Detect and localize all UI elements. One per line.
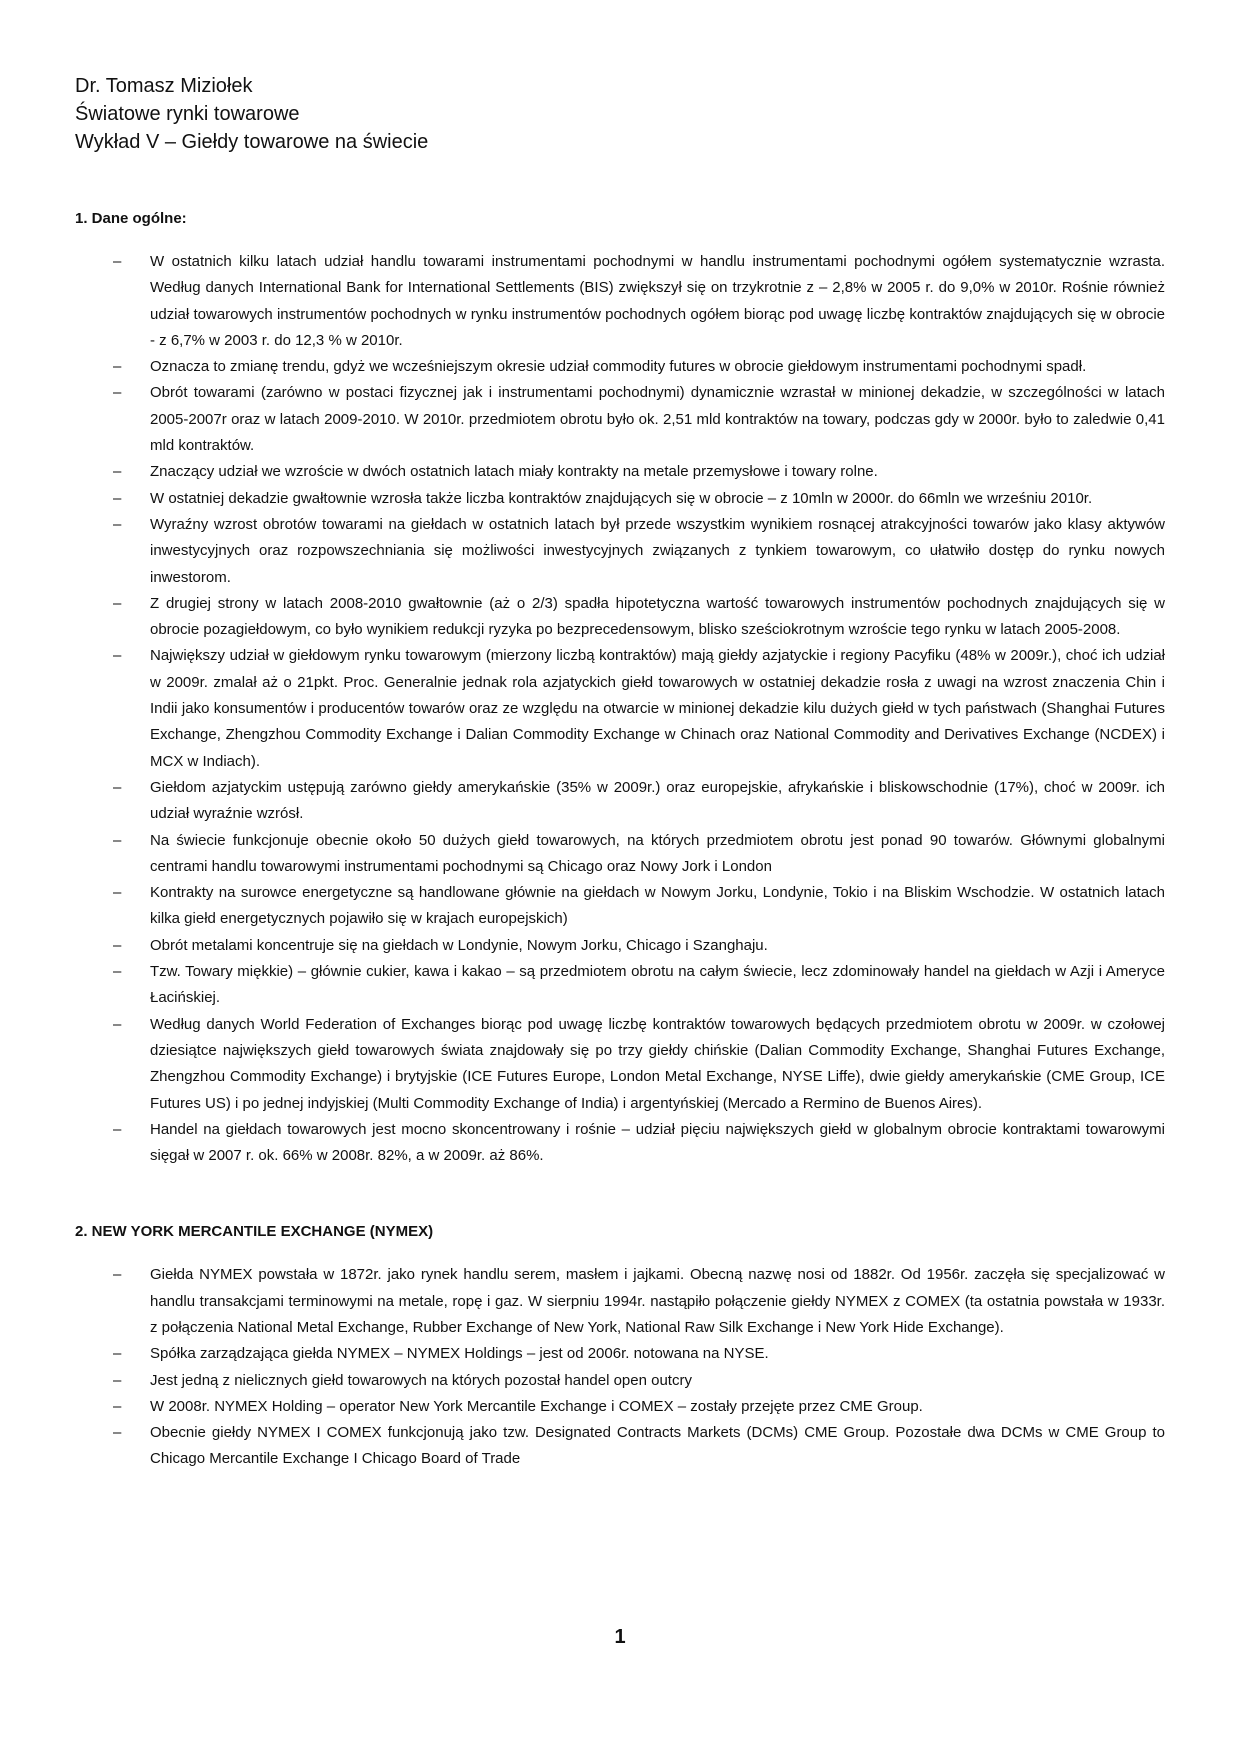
bullet-dash: – <box>113 963 122 981</box>
course-title: Światowe rynki towarowe <box>75 103 300 125</box>
list-item: – Oznacza to zmianę trendu, gdyż we wcześniejszym okresie udział commodity futures w obrocie giełdowym instrumentami pochodnymi spadł. <box>75 354 1165 380</box>
bullet-dash: – <box>113 1266 122 1284</box>
list-item: – Jest jedną z nielicznych giełd towarowych na których pozostał handel open outcry <box>75 1368 1165 1394</box>
list-item: – Na świecie funkcjonuje obecnie około 50 dużych giełd towarowych, na których przedmiotem obrotu jest ponad 90 towarów. Głównymi globalnymi centrami handlu towarowymi instrumentami pochodnymi są Chicago oraz Nowy Jork i London <box>75 828 1165 881</box>
list-item: – Giełda NYMEX powstała w 1872r. jako rynek handlu serem, masłem i jajkami. Obecną nazwę nosi od 1882r. Od 1956r. zaczęła się specjalizować w handlu transakcjami terminowymi na metale, ropę i gaz. W sierpniu 1994r. nastąpiło połączenie giełdy NYMEX z COMEX (ta ostatnia powstała w 1933r. z połączenia National Metal Exchange, Rubber Exchange of New York, National Raw Silk Exchange i New York Hide Exchange). <box>75 1262 1165 1341</box>
bullet-dash: – <box>113 936 122 954</box>
bullet-dash: – <box>113 1371 122 1389</box>
list-item: – Wyraźny wzrost obrotów towarami na giełdach w ostatnich latach był przede wszystkim wynikiem rosnącej atrakcyjności towarów jako klasy aktywów inwestycyjnych oraz rozpowszechniania się możliwości inwestycyjnych związanych z tynkiem towarowym, co ułatwiło dostęp do rynku nowych inwestorom. <box>75 512 1165 591</box>
bullet-dash: – <box>113 1015 122 1033</box>
list-item: – Tzw. Towary miękkie) – głównie cukier, kawa i kakao – są przedmiotem obrotu na całym świecie, lecz zdominowały handel na giełdach w Azji i Ameryce Łacińskiej. <box>75 959 1165 1012</box>
list-item: – Kontrakty na surowce energetyczne są handlowane głównie na giełdach w Nowym Jorku, Londynie, Tokio i na Bliskim Wschodzie. W ostatnich latach kilka giełd energetycznych pojawiło się w krajach europejskich) <box>75 880 1165 933</box>
section-2-list <box>75 1262 1165 1472</box>
section-1-title: 1. Dane ogólne: <box>75 210 187 227</box>
bullet-dash: – <box>113 1397 122 1415</box>
bullet-dash: – <box>113 884 122 902</box>
list-item: – Obrót metalami koncentruje się na giełdach w Londynie, Nowym Jorku, Chicago i Szanghaju. <box>75 933 1165 959</box>
bullet-dash: – <box>113 647 122 665</box>
list-item: – Obrót towarami (zarówno w postaci fizycznej jak i instrumentami pochodnymi) dynamicznie wzrastał w minionej dekadzie, w szczególności w latach 2005-2007r oraz w latach 2009-2010. W 2010r. przedmiotem obrotu było ok. 2,51 mld kontraktów na towary, podczas gdy w 2000r. było to zaledwie 0,41 mld kontraktów. <box>75 380 1165 459</box>
list-item: – Największy udział w giełdowym rynku towarowym (mierzony liczbą kontraktów) mają giełdy azjatyckie i regiony Pacyfiku (48% w 2009r.), choć ich udział w 2009r. zmalał aż o 21pkt. Proc. Generalnie jednak rola azjatyckich giełd towarowych w ostatniej dekadzie rosła z uwagi na wzrost znaczenia Chin i Indii jako konsumentów i producentów towarów oraz ze względu na otwarcie w minionej dekadzie kilu dużych giełd w tych państwach (Shanghai Futures Exchange, Zhengzhou Commodity Exchange i Dalian Commodity Exchange w Chinach oraz National Commodity and Derivatives Exchange (NCDEX) i MCX w Indiach). <box>75 643 1165 774</box>
bullet-dash: – <box>113 1345 122 1363</box>
list-item: – Spółka zarządzająca giełda NYMEX – NYMEX Holdings – jest od 2006r. notowana na NYSE. <box>75 1341 1165 1367</box>
section-1-list <box>75 249 1165 1169</box>
bullet-dash: – <box>113 778 122 796</box>
bullet-dash: – <box>113 1424 122 1442</box>
bullet-dash: – <box>113 358 122 376</box>
section-2-title: 2. NEW YORK MERCANTILE EXCHANGE (NYMEX) <box>75 1223 434 1241</box>
list-item: – Giełdom azjatyckim ustępują zarówno giełdy amerykańskie (35% w 2009r.) oraz europejskie, afrykańskie i bliskowschodnie (17%), choć w 2009r. ich udział wyraźnie wzrósł. <box>75 775 1165 828</box>
bullet-dash: – <box>113 515 122 533</box>
list-item: – Znaczący udział we wzroście w dwóch ostatnich latach miały kontrakty na metale przemysłowe i towary rolne. <box>75 459 1165 485</box>
bullet-dash: – <box>113 1120 122 1138</box>
list-item: – Obecnie giełdy NYMEX I COMEX funkcjonują jako tzw. Designated Contracts Markets (DCMs) CME Group. Pozostałe dwa DCMs w CME Group to Chicago Mercantile Exchange I Chicago Board of Trade <box>75 1420 1165 1473</box>
list-item: – Handel na giełdach towarowych jest mocno skoncentrowany i rośnie – udział pięciu największych giełd w globalnym obrocie kontraktami towarowymi sięgał w 2007 r. ok. 66% w 2008r. 82%, a w 2009r. aż 86%. <box>75 1117 1165 1170</box>
bullet-dash: – <box>113 463 122 481</box>
list-item: – W ostatnich kilku latach udział handlu towarami instrumentami pochodnymi w handlu instrumentami pochodnymi ogółem systematycznie wzrasta. Według danych International Bank for International Settlements (BIS) zwiększył się on trzykrotnie z – 2,8% w 2005 r. do 9,0% w 2010r. Rośnie również udział towarowych instrumentów pochodnych w rynku instrumentów pochodnych ogółem biorąc pod uwagę liczbę kontraktów znajdujących się w obrocie - z 6,7% w 2003 r. do 12,3 % w 2010r. <box>75 249 1165 354</box>
bullet-dash: – <box>113 384 122 402</box>
lecture-title: Wykład V – Giełdy towarowe na świecie <box>75 131 429 153</box>
page-number: 1 <box>614 1626 626 1648</box>
bullet-dash: – <box>113 489 122 507</box>
bullet-dash: – <box>113 831 122 849</box>
list-item: – Z drugiej strony w latach 2008-2010 gwałtownie (aż o 2/3) spadła hipotetyczna wartość towarowych instrumentów pochodnych znajdujących się w obrocie pozagiełdowym, co było wynikiem redukcji ryzyka po bezprecedensowym, blisko sześciokrotnym wzroście tego rynku w latach 2005-2008. <box>75 591 1165 644</box>
bullet-dash: – <box>113 594 122 612</box>
list-item: – W ostatniej dekadzie gwałtownie wzrosła także liczba kontraktów znajdujących się w obrocie – z 10mln w 2000r. do 66mln we wrześniu 2010r. <box>75 486 1165 512</box>
author-name: Dr. Tomasz Miziołek <box>75 75 253 97</box>
list-item: – Według danych World Federation of Exchanges biorąc pod uwagę liczbę kontraktów towarowych będących przedmiotem obrotu w 2009r. w czołowej dziesiątce największych giełd towarowych świata znajdowały się po trzy giełdy chińskie (Dalian Commodity Exchange, Shanghai Futures Exchange, Zhengzhou Commodity Exchange) i brytyjskie (ICE Futures Europe, London Metal Exchange, NYSE Liffe), dwie giełdy amerykańskie (CME Group, ICE Futures US) i po jednej indyjskiej (Multi Commodity Exchange of India) i argentyńskiej (Mercado a Rermino de Buenos Aires). <box>75 1012 1165 1117</box>
list-item: – W 2008r. NYMEX Holding – operator New York Mercantile Exchange i COMEX – zostały przejęte przez CME Group. <box>75 1394 1165 1420</box>
bullet-dash: – <box>113 253 122 270</box>
